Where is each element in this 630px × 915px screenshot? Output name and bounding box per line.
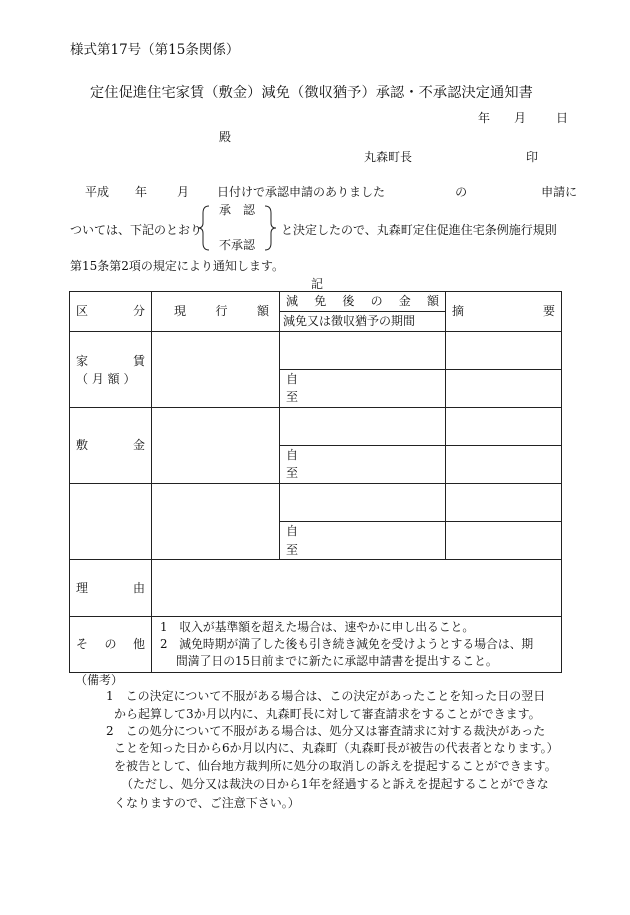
note-2-line-3: を被告として、仙台地方裁判所に処分の取消しの訴えを提起することができます。 [114, 759, 557, 773]
document-title: 定住促進住宅家賃（敷金）減免（徴収猶予）承認・不承認決定通知書 [90, 85, 533, 101]
header-category: 区 分 [70, 292, 152, 332]
other-condition-1: 1 収入が基準額を超えた場合は、速やかに申し出ること。 [160, 620, 475, 635]
other-condition-2a: 2 減免時期が満了した後も引き続き減免を受けようとする場合は、期 [160, 637, 534, 652]
extra-reduced-amount-cell[interactable] [280, 483, 446, 521]
from-label: 自 [286, 523, 299, 538]
rent-period-cell[interactable] [280, 369, 446, 407]
header-current-amount: 現 行 額 [152, 292, 280, 332]
option-reject: 不承認 [219, 238, 256, 252]
issuer-name: 丸森町長 [364, 150, 413, 164]
year-label: 年 [135, 185, 148, 199]
rent-row-amount [70, 331, 562, 369]
deposit-current-cell[interactable] [152, 407, 280, 483]
month-label: 月 [177, 185, 190, 199]
deposit-remarks-cell-2[interactable] [446, 445, 562, 483]
other-row [70, 617, 562, 673]
note-1-line-2: から起算して3か月以内に、丸森町長に対して審査請求をすることができます。 [114, 707, 541, 721]
rent-remarks-cell-2[interactable] [446, 369, 562, 407]
note-2-line-1: 2 この処分について不服がある場合は、処分又は審査請求に対する裁決があった [106, 724, 546, 738]
deposit-remarks-cell-1[interactable] [446, 407, 562, 445]
header-remarks: 摘 要 [446, 292, 562, 332]
deposit-label-cell: 敷 金 [70, 407, 152, 483]
header-reduced-amount: 減 免 後 の 金 額 [280, 292, 446, 312]
left-brace [197, 205, 211, 251]
from-label: 自 [286, 447, 299, 462]
from-label: 自 [286, 371, 299, 386]
rent-sub-label: （ 月 額 ） [76, 372, 136, 387]
date-year-label: 年 [478, 111, 491, 125]
body-line-2-tail: と決定したので、丸森町定住促進住宅条例施行規則 [281, 223, 557, 237]
extra-remarks-cell-2[interactable] [446, 521, 562, 559]
extra-current-cell[interactable] [152, 483, 280, 559]
extra-row-amount [70, 483, 562, 521]
decision-table [69, 291, 562, 673]
body-line-3: 第15条第2項の規定により通知します。 [70, 259, 284, 273]
rent-reduced-amount-cell[interactable] [280, 331, 446, 369]
reason-input-cell[interactable] [152, 560, 562, 617]
to-label: 至 [286, 390, 299, 405]
body-line-1 [85, 186, 577, 198]
note-1-line-1: 1 この決定について不服がある場合は、この決定があったことを知った日の翌日 [106, 689, 546, 703]
date-month-label: 月 [514, 111, 527, 125]
form-number: 様式第17号（第15条関係） [70, 42, 240, 58]
note-2-line-4: （ただし、処分又は裁決の日から1年を経過すると訴えを提起することができな [121, 777, 549, 791]
date-day-label: 日 [556, 111, 569, 125]
extra-remarks-cell-1[interactable] [446, 483, 562, 521]
era-label: 平成 [85, 185, 110, 199]
header-row [70, 292, 562, 312]
issue-date [478, 112, 568, 124]
other-condition-2b: 間満了日の15日前までに新たに承認申請書を提出すること。 [176, 654, 498, 669]
option-approve: 承 認 [219, 203, 256, 217]
ki-heading: 記 [311, 277, 324, 291]
reason-row [70, 560, 562, 617]
header-period: 減免又は徴収猶予の期間 [280, 312, 446, 332]
notes-heading: （備考） [75, 673, 124, 687]
body-line-2-head: ついては、下記のとおり [70, 223, 203, 237]
to-label: 至 [286, 542, 299, 557]
reason-label-cell: 理 由 [70, 560, 152, 617]
other-conditions-cell [152, 617, 562, 673]
application-label: 申請に [541, 185, 578, 199]
other-label-cell: そ の 他 [70, 617, 152, 673]
to-label: 至 [286, 466, 299, 481]
right-brace [263, 205, 277, 251]
rent-remarks-cell-1[interactable] [446, 331, 562, 369]
deposit-row-amount [70, 407, 562, 445]
note-2-line-2: ことを知った日から6か月以内に、丸森町（丸森町長が被告の代表者となります。） [114, 741, 559, 755]
rent-label-cell: 家 賃 （ 月 額 ） [70, 331, 152, 407]
addressee-suffix: 殿 [219, 130, 232, 144]
no-particle: の [455, 185, 468, 199]
seal-mark: 印 [526, 150, 539, 164]
extra-period-cell[interactable] [280, 521, 446, 559]
rent-current-cell[interactable] [152, 331, 280, 407]
note-2-line-5: くなりますので、ご注意下さい。） [114, 796, 300, 810]
date-tail: 日付けで承認申請のありました [217, 185, 386, 199]
extra-label-cell[interactable] [70, 483, 152, 559]
deposit-period-cell[interactable] [280, 445, 446, 483]
deposit-reduced-amount-cell[interactable] [280, 407, 446, 445]
